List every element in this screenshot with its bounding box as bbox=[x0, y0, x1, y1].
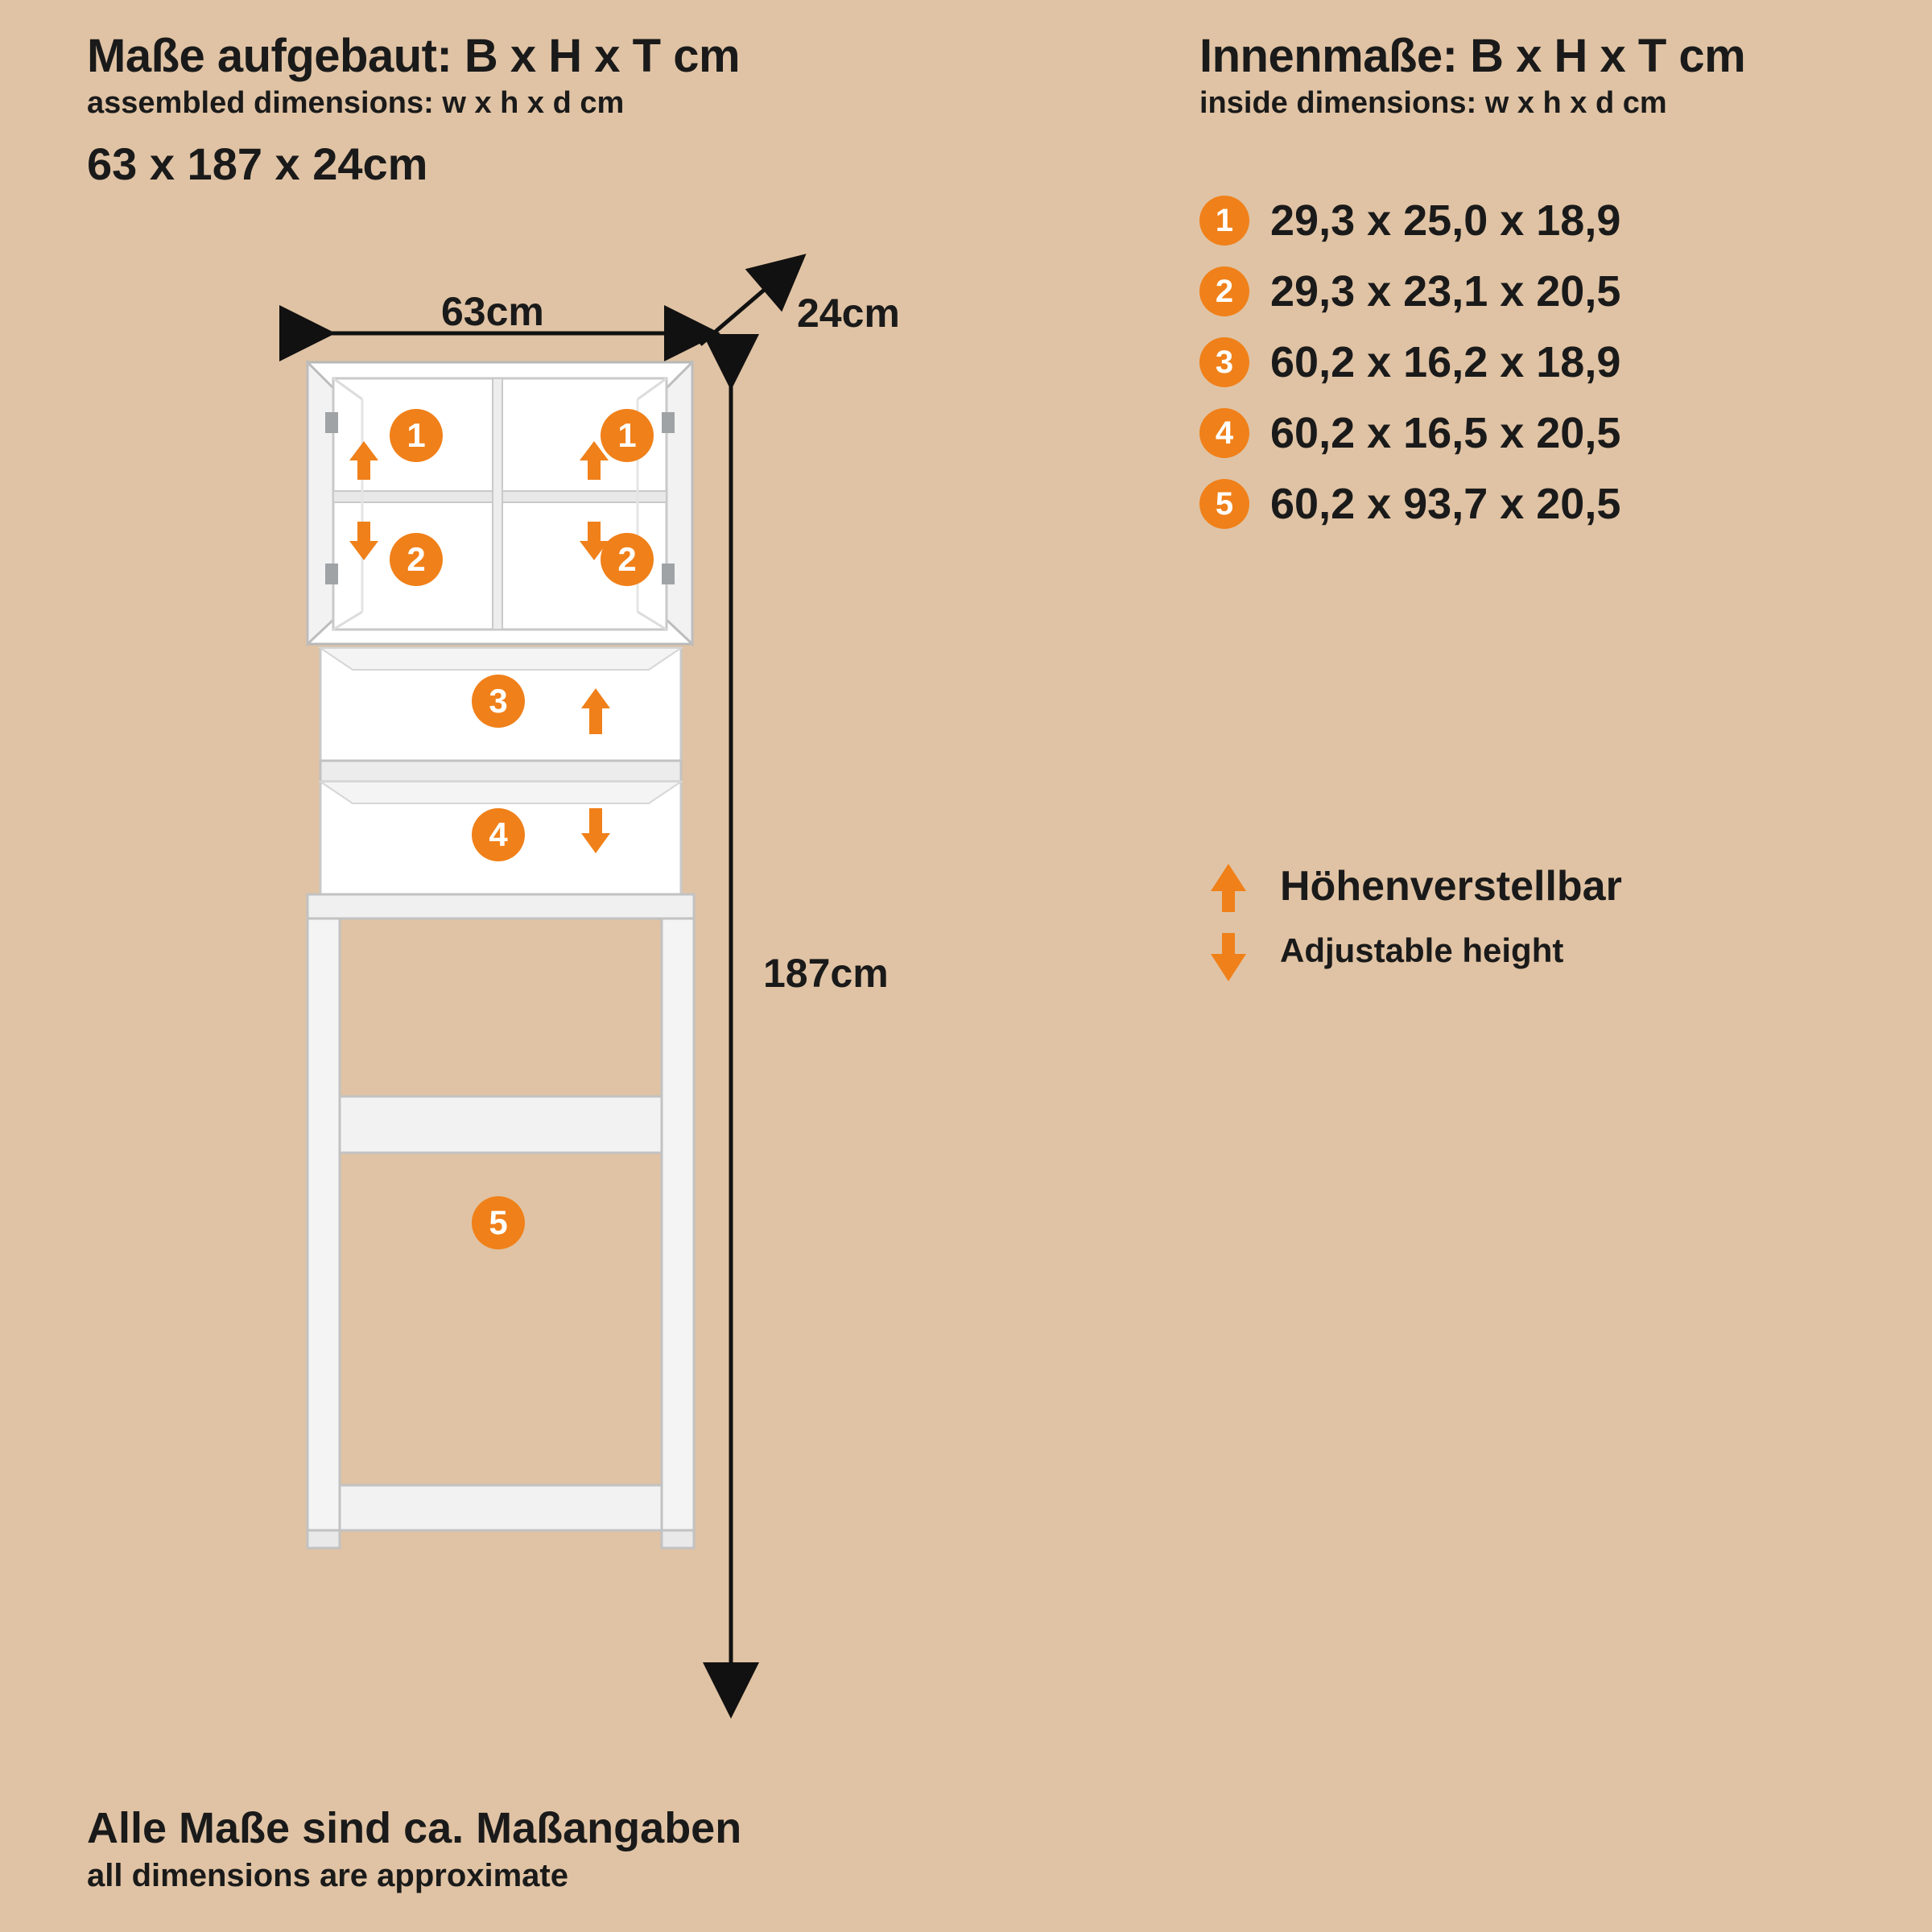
figure-badge-2-right: 2 bbox=[601, 533, 654, 586]
depth-dimension-line bbox=[700, 272, 785, 345]
footer-note bbox=[87, 1803, 1133, 1894]
badge-1: 1 bbox=[1199, 196, 1249, 246]
badge-4: 4 bbox=[1199, 408, 1249, 458]
list-item bbox=[1199, 185, 1892, 256]
footer-note-de: Alle Maße sind ca. Maßangaben bbox=[87, 1804, 742, 1852]
footer-note-en: all dimensions are approximate bbox=[87, 1858, 568, 1893]
figure-badge-1-left: 1 bbox=[390, 409, 443, 462]
assembled-title-en: assembled dimensions: w x h x d cm bbox=[87, 85, 625, 120]
figure-badge-3: 3 bbox=[472, 675, 525, 728]
inside-dimension-value-2: 29,3 x 23,1 x 20,5 bbox=[1270, 267, 1621, 316]
badge-2: 2 bbox=[1199, 266, 1249, 316]
badge-5: 5 bbox=[1199, 479, 1249, 529]
inside-title-de: Innenmaße: B x H x T cm bbox=[1199, 30, 1746, 82]
figure-badge-5: 5 bbox=[472, 1196, 525, 1249]
arrow-up-icon bbox=[1211, 864, 1246, 912]
figure-badge-2-left: 2 bbox=[390, 533, 443, 586]
assembled-title-de: Maße aufgebaut: B x H x T cm bbox=[87, 30, 741, 82]
inside-dimension-value-5: 60,2 x 93,7 x 20,5 bbox=[1270, 480, 1621, 528]
assembled-dimensions-value: 63 x 187 x 24cm bbox=[87, 138, 428, 189]
adjustable-height-arrows bbox=[1204, 862, 1253, 983]
height-label: 187cm bbox=[763, 951, 889, 996]
inside-title-en: inside dimensions: w x h x d cm bbox=[1199, 85, 1667, 120]
inside-dimension-value-1: 29,3 x 25,0 x 18,9 bbox=[1270, 196, 1621, 245]
cabinet-illustration bbox=[242, 242, 1167, 1731]
inside-dimensions-header bbox=[1199, 32, 1892, 120]
list-item bbox=[1199, 327, 1892, 398]
list-item bbox=[1199, 398, 1892, 469]
assembled-dimensions-header bbox=[87, 32, 1133, 190]
depth-label: 24cm bbox=[797, 291, 900, 336]
inside-dimension-value-4: 60,2 x 16,5 x 20,5 bbox=[1270, 409, 1621, 457]
legend-label-en: Adjustable height bbox=[1280, 931, 1564, 969]
inside-dimensions-list bbox=[1199, 185, 1892, 539]
width-label: 63cm bbox=[441, 289, 544, 334]
figure-badge-1-right: 1 bbox=[601, 409, 654, 462]
cabinet-drawing bbox=[242, 242, 1167, 1731]
inside-dimension-value-3: 60,2 x 16,2 x 18,9 bbox=[1270, 338, 1621, 386]
badge-3: 3 bbox=[1199, 337, 1249, 387]
list-item bbox=[1199, 256, 1892, 327]
list-item bbox=[1199, 469, 1892, 539]
arrow-down-icon bbox=[1211, 933, 1246, 981]
legend-label-de: Höhenverstellbar bbox=[1280, 863, 1622, 910]
figure-badge-4: 4 bbox=[472, 808, 525, 861]
